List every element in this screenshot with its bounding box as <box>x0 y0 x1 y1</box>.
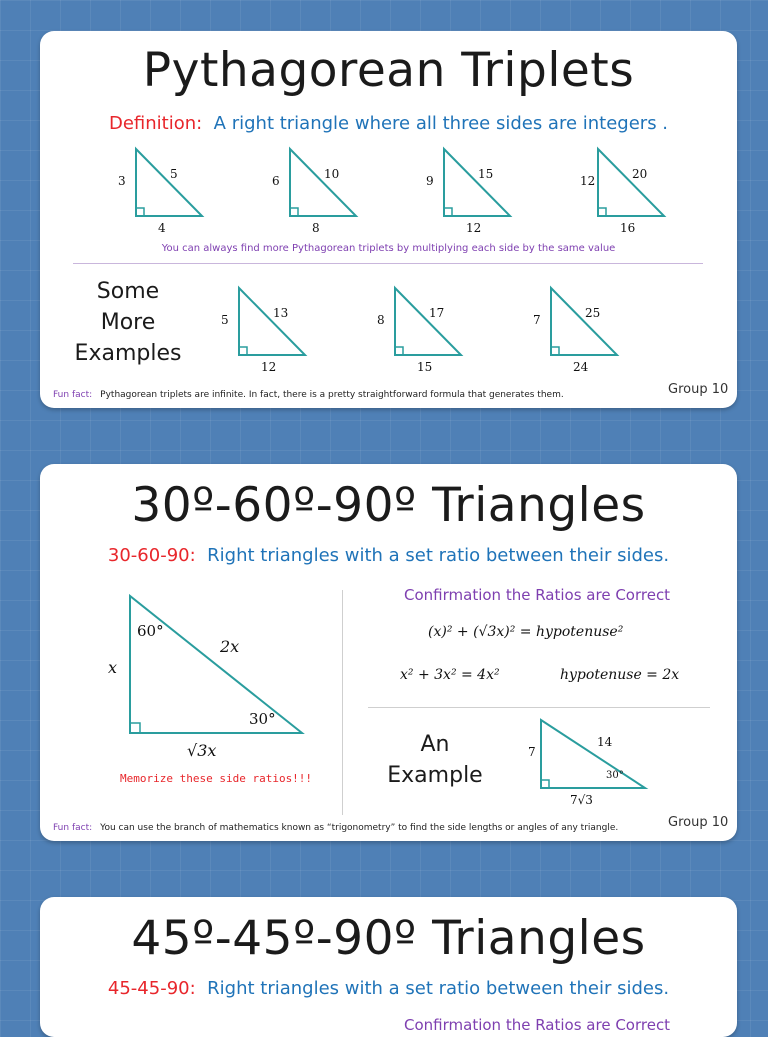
side-c-label: 15 <box>478 167 494 181</box>
45-45-90-card <box>40 897 737 1037</box>
right-triangle <box>237 286 317 358</box>
fun-fact <box>53 823 618 833</box>
multiply-note: You can always find more Pythagorean triplets by multiplying each side by the same value <box>161 243 616 254</box>
fun-fact-label: Fun fact: <box>53 823 93 833</box>
side-b-label: 8 <box>312 221 320 235</box>
right-triangle <box>442 147 522 219</box>
right-triangle <box>288 147 368 219</box>
more-label-line-1: Some <box>96 279 160 304</box>
definition-label: Definition <box>108 113 197 134</box>
card-title: 45º-45º-90º Triangles <box>131 911 646 966</box>
card-title: 30º-60º-90º Triangles <box>131 478 646 533</box>
example-side-7root3: 7√3 <box>570 793 593 807</box>
example-triangle <box>40 464 737 841</box>
example-label-line-1: An <box>420 732 450 757</box>
right-triangle <box>134 147 214 219</box>
definition-label: 45-45-90 <box>107 978 190 999</box>
side-b-label: 16 <box>620 221 636 235</box>
example-side-14: 14 <box>597 735 613 749</box>
definition-text: A right triangle where all three sides are integers . <box>213 113 669 134</box>
pythagorean-triplets-card <box>40 31 737 408</box>
fun-fact-text: Pythagorean triplets are infinite. In fact, there is a pretty straightforward formula that generates them. <box>100 390 564 400</box>
example-angle-30: 30° <box>606 770 624 781</box>
side-a-label: 7 <box>533 313 541 327</box>
fun-fact-label: Fun fact: <box>53 390 93 400</box>
definition-line: Definition: A right triangle where all three sides are integers . <box>108 113 669 134</box>
side-b-label: 12 <box>466 221 482 235</box>
definition-line: 45-45-90: Right triangles with a set ratio between their sides. <box>107 978 670 999</box>
side-a-label: 3 <box>118 174 126 188</box>
right-triangle <box>393 286 473 358</box>
more-label-line-2: More <box>100 310 156 335</box>
angle-30-label: 30° <box>249 710 276 728</box>
side-b-label: 24 <box>573 360 589 374</box>
equation-1-left: (x)² + (√3x)² <box>428 624 516 640</box>
group-label: Group 10 <box>668 815 729 830</box>
side-2x-label: 2x <box>220 637 240 656</box>
side-a-label: 8 <box>377 313 385 327</box>
side-a-label: 9 <box>426 174 434 188</box>
side-b-label: 12 <box>261 360 277 374</box>
definition-line: 30-60-90: Right triangles with a set ratio between their sides. <box>107 545 670 566</box>
side-c-label: 17 <box>429 306 445 320</box>
side-c-label: 25 <box>585 306 601 320</box>
right-triangle <box>549 286 629 358</box>
confirmation-title-partial: Confirmation the Ratios are Correct <box>404 1016 671 1034</box>
equation-3: hypotenuse = 2x <box>560 667 680 683</box>
angle-60-label: 60° <box>137 622 164 640</box>
side-root3x-label: √3x <box>187 741 217 760</box>
side-c-label: 5 <box>170 167 178 181</box>
memorize-note: Memorize these side ratios!!! <box>120 772 313 785</box>
side-c-label: 13 <box>273 306 289 320</box>
side-a-label: 12 <box>580 174 596 188</box>
equation-1-right: = hypotenuse² <box>519 624 624 640</box>
fun-fact <box>53 390 564 400</box>
side-c-label: 20 <box>632 167 648 181</box>
divider <box>73 263 703 264</box>
example-label-line-2: Example <box>387 763 483 788</box>
side-a-label: 5 <box>221 313 229 327</box>
more-label-line-3: Examples <box>74 341 182 366</box>
right-triangle <box>596 147 676 219</box>
side-x-label: x <box>108 658 118 677</box>
confirmation-title: Confirmation the Ratios are Correct <box>404 586 671 604</box>
definition-label: 30-60-90 <box>107 545 190 566</box>
30-60-90-card <box>40 464 737 841</box>
example-side-7: 7 <box>528 745 536 759</box>
definition-text: Right triangles with a set ratio between their sides. <box>207 545 670 566</box>
side-a-label: 6 <box>272 174 280 188</box>
group-label: Group 10 <box>668 382 729 397</box>
equation-2: x² + 3x² = 4x² <box>400 667 500 683</box>
definition-text: Right triangles with a set ratio between their sides. <box>207 978 670 999</box>
card-title: Pythagorean Triplets <box>142 43 635 98</box>
some-more-examples-label <box>58 276 198 369</box>
fun-fact-text: You can use the branch of mathematics known as “trigonometry” to find the side lengths or angles of any triangle. <box>100 823 619 833</box>
side-c-label: 10 <box>324 167 340 181</box>
side-b-label: 15 <box>417 360 433 374</box>
side-b-label: 4 <box>158 221 166 235</box>
